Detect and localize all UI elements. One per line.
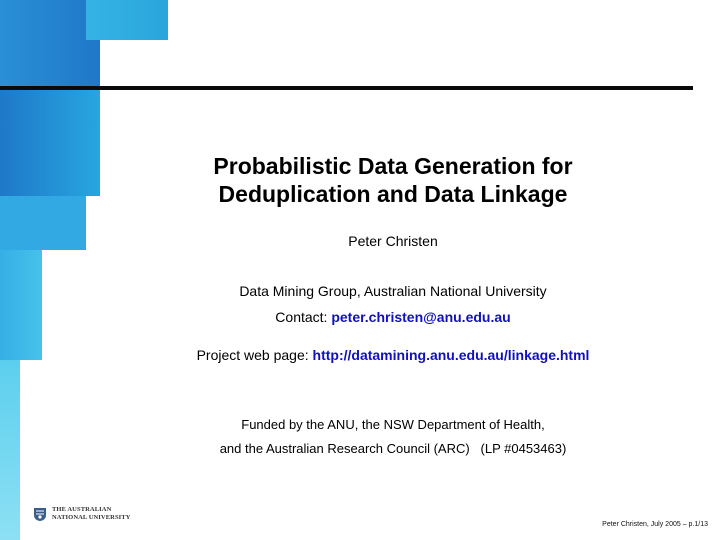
decor-block: [0, 360, 20, 540]
contact-email-link[interactable]: peter.christen@anu.edu.au: [331, 309, 511, 325]
slide-footer: Peter Christen, July 2005 – p.1/13: [602, 521, 708, 528]
contact-line: [86, 309, 700, 325]
slide-title: [86, 152, 700, 208]
web-page-line: [86, 347, 700, 363]
contact-label: Contact:: [275, 309, 328, 325]
crest-icon: [32, 506, 48, 522]
decor-block: [0, 250, 42, 360]
title-line-2: Deduplication and Data Linkage: [218, 181, 568, 207]
header-rule: [0, 86, 693, 90]
funding-line-2: and the Australian Research Council (ARC) (LP #0453463): [219, 441, 567, 456]
title-line-1: Probabilistic Data Generation for: [213, 153, 573, 179]
logo-line-2: NATIONAL UNIVERSITY: [52, 514, 131, 521]
web-label: Project web page:: [196, 347, 309, 363]
affiliation: Data Mining Group, Australian National University: [239, 283, 547, 299]
decor-block: [86, 0, 168, 40]
decor-block: [0, 0, 100, 88]
anu-logo: [32, 506, 131, 522]
web-url-link[interactable]: http://datamining.anu.edu.au/linkage.html: [312, 347, 590, 363]
decor-block: [0, 196, 86, 250]
decor-block: [0, 88, 100, 196]
author-name: Peter Christen: [348, 233, 438, 249]
funding-line-1: Funded by the ANU, the NSW Department of Health,: [241, 417, 545, 432]
logo-line-1: THE AUSTRALIAN: [52, 506, 112, 513]
